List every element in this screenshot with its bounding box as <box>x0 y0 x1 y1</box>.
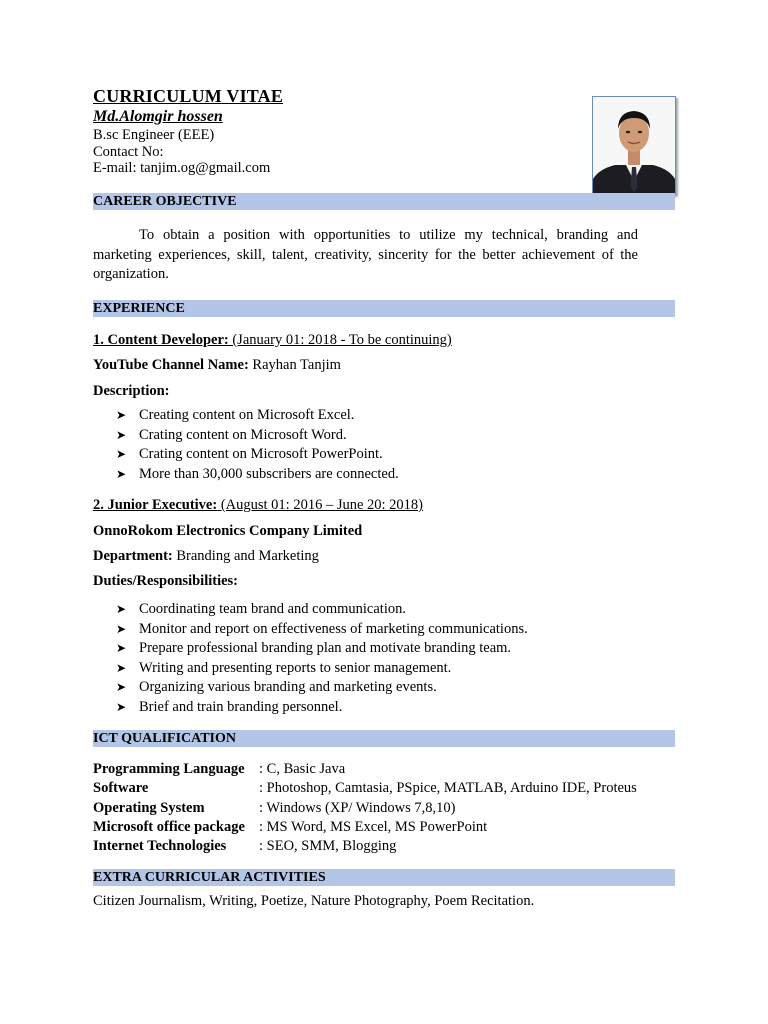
table-row <box>93 799 637 818</box>
job1-title: 1. Content Developer: <box>93 332 229 348</box>
job1-description-list <box>116 406 399 484</box>
ict-label: Internet Technologies <box>93 838 227 855</box>
job2-heading <box>93 497 423 514</box>
job1-period: (January 01: 2018 - To be continuing) <box>228 332 452 348</box>
extra-curricular-text: Citizen Journalism, Writing, Poetize, Nature Photography, Poem Recitation. <box>93 893 535 909</box>
ict-label: Microsoft office package <box>93 818 245 835</box>
department-line <box>93 548 319 565</box>
list-item: ➤ More than 30,000 subscribers are connected. <box>116 465 399 485</box>
table-row <box>93 760 637 779</box>
duties-label: Duties/Responsibilities: <box>93 573 239 589</box>
ict-label: Programming Language <box>93 761 245 777</box>
list-item: ➤ Creating content on Microsoft Excel. <box>116 406 399 426</box>
section-heading-experience: EXPERIENCE <box>93 300 675 317</box>
list-item: ➤ Brief and train branding personnel. <box>116 698 528 718</box>
ict-value: : MS Word, MS Excel, MS PowerPoint <box>259 818 488 835</box>
arrowhead-bullet-icon: ➤ <box>116 699 127 714</box>
ict-label: Software <box>93 780 149 797</box>
list-item: ➤ Prepare professional branding plan and motivate branding team. <box>116 639 528 659</box>
youtube-channel-line <box>93 357 341 374</box>
company-name: OnnoRokom Electronics Company Limited <box>93 523 363 539</box>
candidate-name: Md.Alomgir hossen <box>93 108 223 125</box>
channel-value: Rayhan Tanjim <box>248 357 341 373</box>
list-item: ➤ Writing and presenting reports to senior management. <box>116 659 528 679</box>
person-photo-icon <box>593 97 675 194</box>
career-objective-text: To obtain a position with opportunities to utilize my technical, branding and marketing experiences, skill, talent, creativity, sincerity for the better achievement of the organization. <box>93 227 638 282</box>
degree-line: B.sc Engineer (EEE) <box>93 127 215 143</box>
section-heading-ict-qualification: ICT QUALIFICATION <box>93 730 675 747</box>
job1-heading <box>93 332 452 349</box>
contact-line: Contact No: <box>93 144 164 160</box>
email-line: E-mail: tanjim.og@gmail.com <box>93 160 271 176</box>
department-value: Branding and Marketing <box>172 548 319 564</box>
list-item: ➤ Crating content on Microsoft PowerPoint. <box>116 445 399 465</box>
job2-duties-list <box>116 600 528 717</box>
list-item: ➤ Crating content on Microsoft Word. <box>116 426 399 446</box>
channel-label: YouTube Channel Name: <box>93 357 249 373</box>
list-item: ➤ Monitor and report on effectiveness of marketing communications. <box>116 620 528 640</box>
table-row <box>93 779 637 798</box>
document-title: CURRICULUM VITAE <box>93 86 284 106</box>
description-label: Description: <box>93 383 170 399</box>
ict-value: : Windows (XP/ Windows 7,8,10) <box>259 799 456 816</box>
list-item: ➤ Coordinating team brand and communication. <box>116 600 528 620</box>
arrowhead-bullet-icon: ➤ <box>116 641 127 655</box>
ict-value: : C, Basic Java <box>259 761 346 777</box>
arrowhead-bullet-icon: ➤ <box>116 408 127 422</box>
job2-title: 2. Junior Executive: <box>93 497 218 513</box>
arrowhead-bullet-icon: ➤ <box>116 621 127 636</box>
section-heading-extra-curricular: EXTRA CURRICULAR ACTIVITIES <box>93 869 675 886</box>
arrowhead-bullet-icon: ➤ <box>116 602 127 616</box>
list-item: ➤ Organizing various branding and marketing events. <box>116 678 528 698</box>
arrowhead-bullet-icon: ➤ <box>116 427 127 442</box>
job2-period: (August 01: 2016 – June 20: 2018) <box>217 497 423 513</box>
table-row <box>93 818 637 837</box>
ict-value: : SEO, SMM, Blogging <box>259 838 397 855</box>
arrowhead-bullet-icon: ➤ <box>116 680 127 694</box>
profile-photo <box>592 96 676 195</box>
department-label: Department: <box>93 548 173 564</box>
section-heading-career-objective: CAREER OBJECTIVE <box>93 193 675 210</box>
arrowhead-bullet-icon: ➤ <box>116 466 127 481</box>
arrowhead-bullet-icon: ➤ <box>116 660 127 675</box>
ict-label: Operating System <box>93 799 205 816</box>
table-row <box>93 837 637 856</box>
ict-qualification-table <box>93 760 637 856</box>
arrowhead-bullet-icon: ➤ <box>116 447 127 461</box>
ict-value: : Photoshop, Camtasia, PSpice, MATLAB, Arduino IDE, Proteus <box>259 780 637 797</box>
